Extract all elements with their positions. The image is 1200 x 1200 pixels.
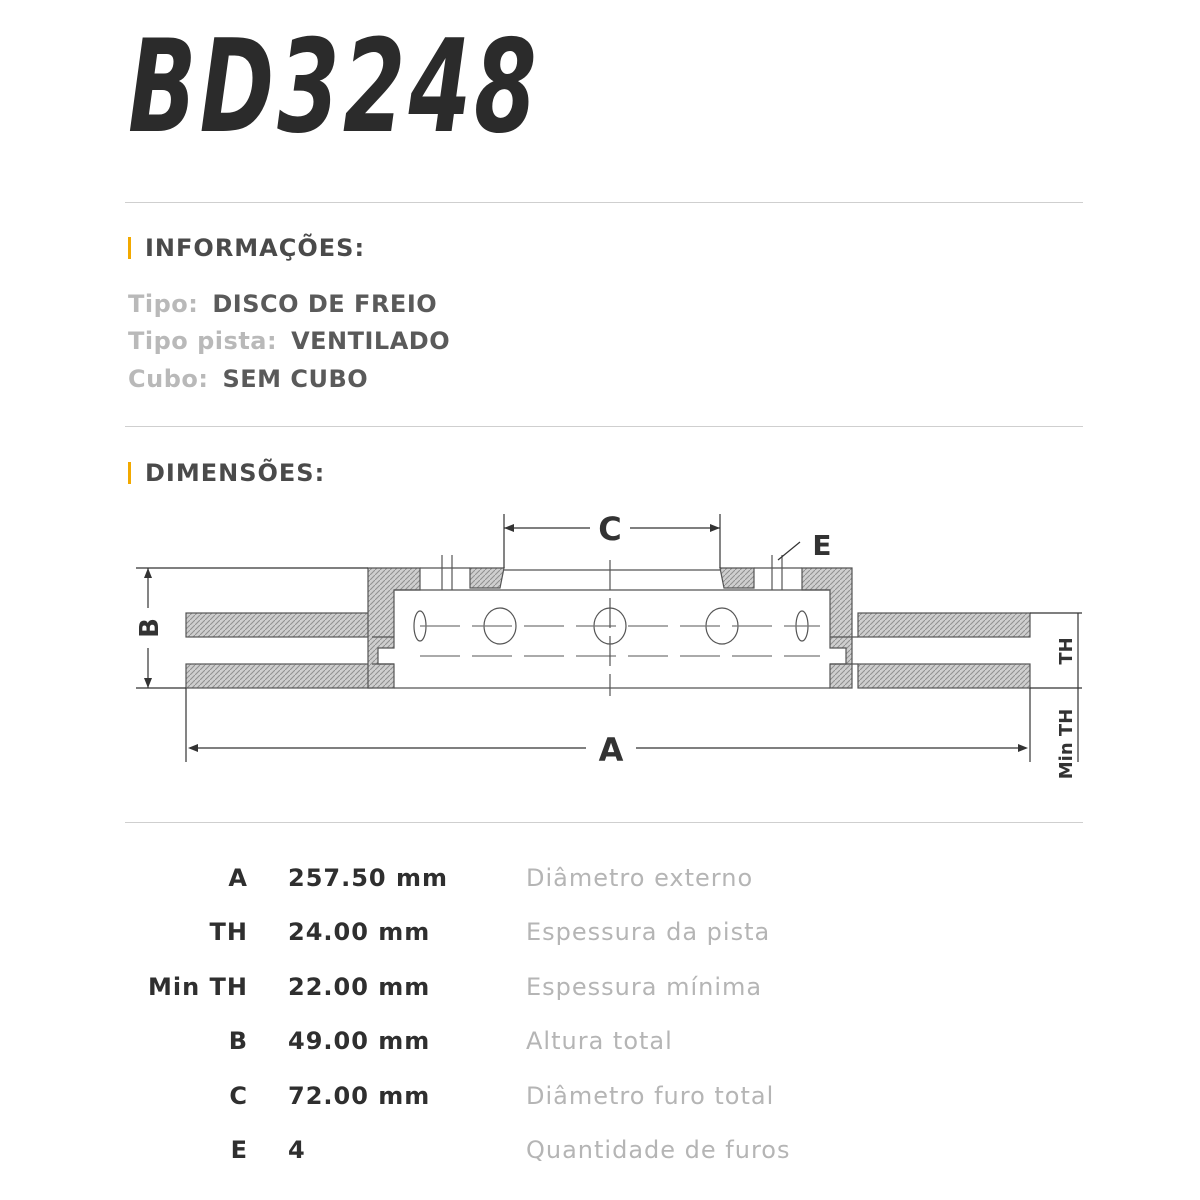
info-value: SEM CUBO <box>222 365 369 393</box>
dimension-row <box>0 973 1200 1013</box>
info-label: Tipo pista: <box>128 327 278 355</box>
info-row-type <box>128 290 437 318</box>
dimension-description: Diâmetro externo <box>526 864 754 892</box>
dimension-code: A <box>228 864 248 892</box>
dimension-row <box>0 1136 1200 1176</box>
diagram-label-e: E <box>812 529 832 562</box>
left-flange <box>470 568 504 588</box>
info-label: Cubo: <box>128 365 209 393</box>
accent-bar <box>128 237 131 259</box>
right-lower-pad <box>858 664 1030 688</box>
dimension-row <box>0 918 1200 958</box>
divider <box>125 426 1083 427</box>
dimension-value: 72.00 mm <box>288 1082 431 1110</box>
left-lower-pad <box>186 664 372 688</box>
diagram-label-a: A <box>598 731 624 769</box>
info-label: Tipo: <box>128 290 199 318</box>
dimension-code: Min TH <box>147 973 248 1001</box>
diagram-label-b: B <box>135 618 165 638</box>
diagram-label-th: TH <box>1056 637 1077 665</box>
dimension-value: 24.00 mm <box>288 918 431 946</box>
dimension-code: C <box>229 1082 248 1110</box>
dimension-description: Espessura mínima <box>526 973 763 1001</box>
right-upper-pad <box>858 613 1030 637</box>
dimension-row <box>0 864 1200 904</box>
product-code-title: BD3248 <box>128 13 540 162</box>
info-heading-text: INFORMAÇÕES: <box>145 234 366 262</box>
brake-disc-diagram <box>0 500 1200 800</box>
info-value: VENTILADO <box>291 327 451 355</box>
dimension-description: Espessura da pista <box>526 918 771 946</box>
diagram-label-min-th: Min TH <box>1056 708 1077 780</box>
dimension-value: 257.50 mm <box>288 864 448 892</box>
dimension-row <box>0 1082 1200 1122</box>
info-heading <box>128 234 365 262</box>
dimensions-heading-text: DIMENSÕES: <box>145 459 326 487</box>
dimensions-heading <box>128 459 325 487</box>
right-flange <box>720 568 754 588</box>
dimension-value: 22.00 mm <box>288 973 431 1001</box>
dimension-code: TH <box>209 918 248 946</box>
divider <box>125 202 1083 203</box>
dimension-value: 4 <box>288 1136 306 1164</box>
info-row-hub <box>128 365 368 393</box>
right-hat-wall <box>802 568 852 688</box>
diagram-label-c: C <box>598 510 622 548</box>
divider <box>125 822 1083 823</box>
dimension-description: Altura total <box>526 1027 673 1055</box>
left-hat-wall <box>368 568 420 688</box>
accent-bar <box>128 462 131 484</box>
dimension-description: Diâmetro furo total <box>526 1082 775 1110</box>
dimension-row <box>0 1027 1200 1067</box>
info-row-track-type <box>128 327 450 355</box>
dimension-description: Quantidade de furos <box>526 1136 791 1164</box>
info-value: DISCO DE FREIO <box>212 290 438 318</box>
dimension-code: B <box>228 1027 248 1055</box>
dimension-value: 49.00 mm <box>288 1027 431 1055</box>
left-upper-pad <box>186 613 372 637</box>
dimension-code: E <box>230 1136 248 1164</box>
